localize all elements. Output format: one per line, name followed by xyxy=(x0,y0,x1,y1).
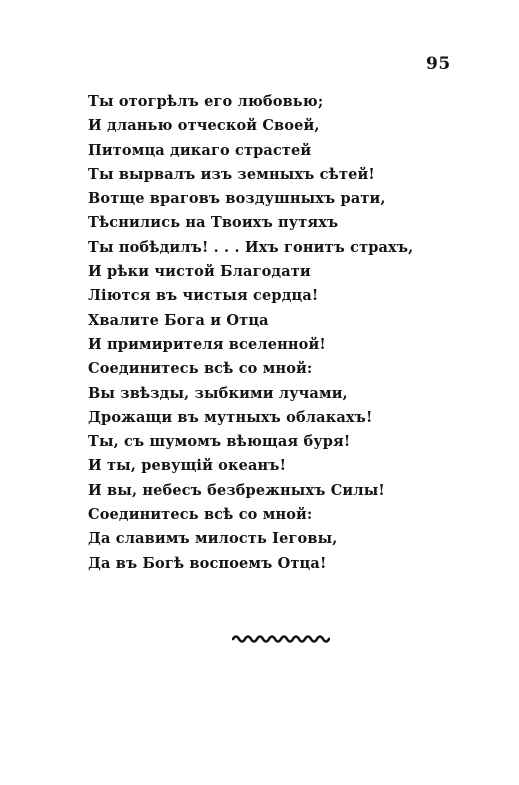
poem-line: Питомца дикаго страстей xyxy=(88,141,312,159)
poem-line: И ты, ревущій океанъ! xyxy=(88,457,287,475)
poem-line: Тѣснились на Твоихъ путяхъ xyxy=(88,214,339,232)
poem-line: Соединитесь всѣ со мной: xyxy=(88,506,313,524)
poem-line: И примирителя вселенной! xyxy=(88,335,326,353)
poem-line: Ліются въ чистыя сердца! xyxy=(88,287,319,305)
poem-line: И рѣки чистой Благодати xyxy=(88,263,311,281)
poem-text xyxy=(88,90,508,576)
poem-line: Да въ Богѣ воспоемъ Отца! xyxy=(88,554,327,572)
poem-line: Соединитесь всѣ со мной: xyxy=(88,360,313,378)
poem-line: Хвалите Бога и Отца xyxy=(88,311,269,329)
poem-line: Ты, съ шумомъ вѣющая буря! xyxy=(88,433,351,451)
poem-line: Ты побѣдилъ! . . . Ихъ гонитъ страхъ, xyxy=(88,238,414,256)
page-number: 95 xyxy=(426,54,451,74)
poem-line: И вы, небесъ безбрежныхъ Силы! xyxy=(88,481,385,499)
poem-line: Вотще враговъ воздушныхъ рати, xyxy=(88,190,386,208)
poem-line: И дланью отческой Своей, xyxy=(88,117,320,135)
poem-line: Ты вырвалъ изъ земныхъ сѣтей! xyxy=(88,165,375,183)
poem-line: Ты отогрѣлъ его любовью; xyxy=(88,93,324,110)
wavy-line-ornament-icon xyxy=(232,633,330,645)
poem-line: Вы звѣзды, зыбкими лучами, xyxy=(88,384,348,402)
poem-line: Да славимъ милость Іеговы, xyxy=(88,530,338,548)
poem-line: Дрожащи въ мутныхъ облакахъ! xyxy=(88,408,373,426)
